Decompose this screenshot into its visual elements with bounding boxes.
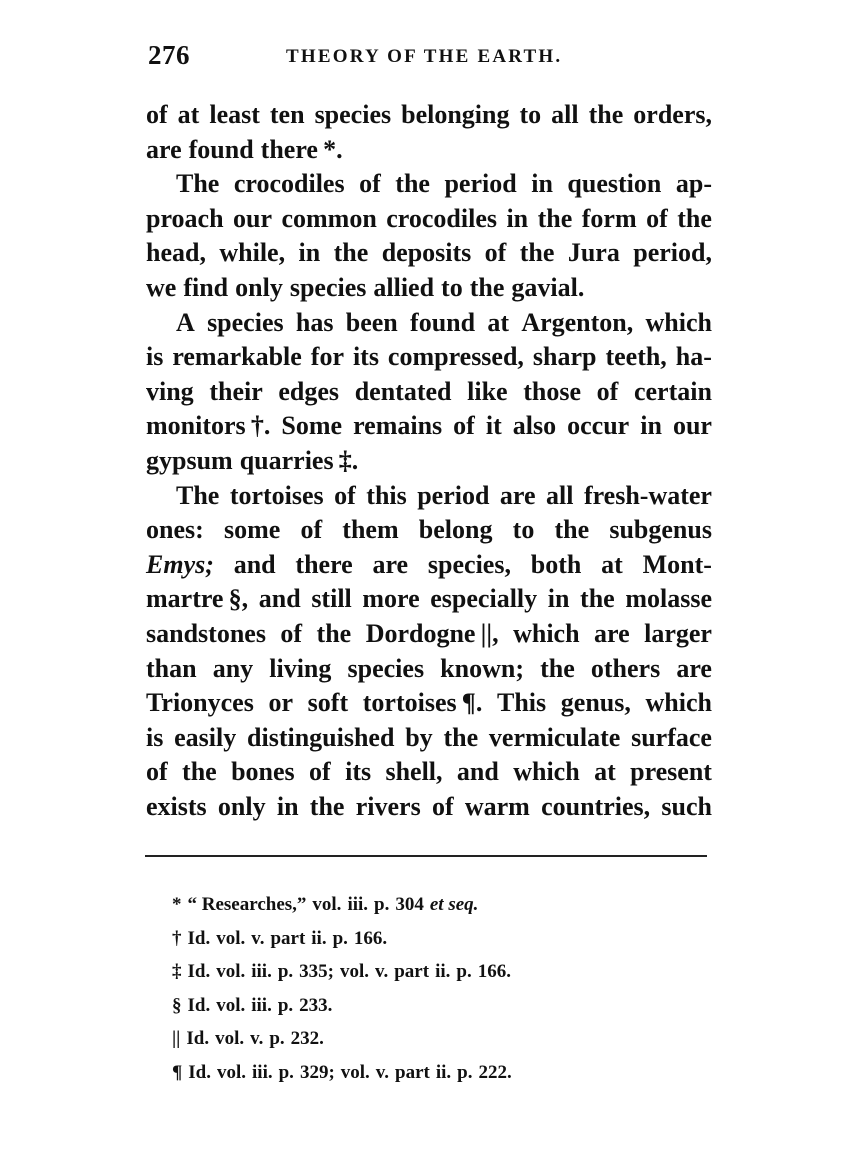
word: the [540,653,575,683]
footnote-marker: † [172,927,182,949]
text-line [146,271,712,306]
word: are [594,618,630,648]
word: crocodiles [386,203,497,233]
word: been [345,307,398,337]
word: surface [631,722,712,752]
word: its [352,342,379,372]
word: the [395,169,430,199]
footnote-marker: ¶ [172,1061,183,1083]
footnote-text: Id. [187,927,211,949]
footnote-text: p. [456,961,472,982]
word: dentated [354,376,452,406]
word: monitors †. [146,411,271,441]
word: the [677,203,712,233]
word: subgenus [609,515,712,545]
word: deposits [381,238,472,268]
word: are [676,653,712,683]
text-line [146,548,712,583]
word: any [212,653,254,683]
word: in [547,584,570,614]
footnote-text: p. [457,1061,473,1083]
word: compressed, [387,342,524,372]
text-line [146,582,712,617]
footnote-text: iii. [251,961,272,982]
word: gypsum [146,445,233,475]
word: period [417,480,490,510]
text-line [146,755,712,790]
word: Jura [567,238,620,268]
word: which [513,618,580,648]
footnote-text: iii. [347,894,369,915]
word: our [233,203,272,233]
word: found [188,134,254,164]
word: remarkable [172,342,302,372]
word: all [551,100,579,129]
word: the [333,238,369,268]
text-line [146,479,712,514]
word: belong [418,515,493,545]
word: at [594,757,616,787]
word: the [469,272,505,302]
word: rivers [355,791,421,821]
footnote-marker: || [172,1028,181,1049]
word: them [342,515,399,545]
word: easily [174,722,237,752]
footnote-text: vol. [216,994,246,1016]
word: at [177,100,200,129]
footnote-text: p. [269,1028,285,1049]
word: of [646,203,668,233]
footnote-text: vol. [340,1061,370,1083]
word: all [546,480,574,510]
footnote-text: 329; [299,1061,335,1083]
text-line [146,721,712,756]
word: of [596,376,619,406]
word: vermiculate [488,722,621,752]
word: of [453,411,475,441]
word: soft [307,688,349,718]
footnote-text: 222. [478,1061,512,1083]
word: species [289,272,367,302]
word: only [217,791,266,821]
word: both [530,549,582,579]
word: larger [644,618,712,648]
word: for [310,342,344,372]
word: such [661,791,712,821]
text-line [146,202,712,237]
word: present [630,757,712,787]
word: remains [353,411,443,441]
word: species [347,653,425,683]
page-number: 276 [148,40,190,70]
footnote [172,922,692,956]
word: found [410,307,476,337]
word: which [645,307,712,337]
word: the [588,100,624,129]
word: their [209,376,263,406]
text-line [146,444,712,479]
word: period [444,169,517,199]
word: this [366,480,407,510]
word: while, [219,238,286,268]
word: belonging [401,100,510,129]
word: ha- [675,342,712,372]
footnote-text: v. [250,1028,264,1049]
word: form [581,203,637,233]
word: is [146,722,164,752]
text-line [146,340,712,375]
word: of [334,480,356,510]
footnote-marker: § [172,994,182,1016]
footnote-text: vol. [216,1061,247,1083]
word: allied [373,272,435,302]
word: are [499,480,536,510]
word: and [233,549,276,579]
footnote-text: ii. [311,927,327,949]
text-line [146,306,712,341]
text-line [146,167,712,202]
word: ten [269,100,305,129]
word: still [311,584,352,614]
word: head, [146,238,206,268]
footnote-text: “ Researches,” [187,894,307,915]
word: and [258,584,301,614]
word: known; [440,653,524,683]
word: shell, [385,757,443,787]
word: at [487,307,510,337]
footnote-text: v. [375,1061,389,1083]
word: sandstones [146,618,266,648]
footnote-text: p. [278,1061,294,1083]
word: The [176,169,220,199]
word: at [601,549,623,579]
text-line [146,652,712,687]
body-text [146,98,712,824]
word: molasse [625,584,712,614]
footnote-text: part [395,1061,430,1083]
word: in [531,169,553,199]
footnote-text: 166. [353,927,388,949]
word: in [640,411,662,441]
footnotes [172,888,692,1089]
word: especially [430,584,538,614]
footnote-text: p. [374,894,390,915]
footnote-text: 232. [290,1028,324,1049]
word: in [506,203,529,233]
footnote-text: 166. [477,961,511,982]
word: to [512,515,535,545]
footnote-text: ii. [435,1061,452,1083]
word: our [672,411,712,441]
footnote-text: p. [277,961,294,982]
footnote-text: Id. [187,994,211,1016]
footnote-text: ii. [435,961,451,982]
footnote [172,955,692,989]
word: of [146,757,168,787]
word: or [268,688,294,718]
footnote-text: p. [277,994,294,1016]
word: teeth, [605,342,667,372]
word: which [645,688,712,718]
word: quarries ‡. [239,445,359,475]
word: tortoises ¶. [362,688,483,718]
word: the [182,757,217,787]
footnote-text: 233. [299,994,333,1016]
word: distinguished [247,722,395,752]
word: there [295,549,353,579]
page-header [148,40,712,74]
word: Argenton, [521,307,634,337]
word: gavial. [511,272,585,302]
text-line [146,686,712,721]
word: more [362,584,420,614]
word: the [443,722,479,752]
word: only [235,272,283,302]
text-line [146,617,712,652]
footnote [172,888,692,922]
text-line [146,375,712,410]
word: it [485,411,502,441]
word: to [519,100,542,129]
word: ving [146,376,194,406]
word: edges [278,376,340,406]
word: in [276,791,299,821]
word: bones [231,757,295,787]
word: ones: [146,515,204,545]
word: than [146,653,197,683]
footnote-text: part [270,927,306,949]
word: we [146,272,177,302]
word: by [405,722,433,752]
footnote-text: 304 [395,894,424,915]
footnote-text: Id. [187,961,211,982]
footnote-text: v. [251,927,265,949]
word: crocodiles [233,169,345,199]
word: of [309,757,331,787]
word: of [146,100,168,129]
word: also [512,411,557,441]
text-line [146,133,712,168]
word: sharp [532,342,597,372]
footnote-text: vol. [312,894,342,915]
word: ap- [675,169,712,199]
running-head: THEORY OF THE EARTH. [286,46,563,67]
word: martre §, [146,584,249,614]
text-line [146,513,712,548]
footnote-rule [145,855,707,857]
footnote-text: vol. [216,927,246,949]
word: are [372,549,409,579]
word: Trionyces [146,688,254,718]
word: others [590,653,661,683]
word: which [513,757,580,787]
word: orders, [633,100,712,129]
word: Mont- [642,549,712,579]
word: the [537,203,573,233]
word: countries, [541,791,651,821]
word: in [298,238,321,268]
word: of [280,618,303,648]
word: fresh-water [583,480,712,510]
footnote [172,1056,692,1090]
footnote-text: vol. [215,1028,245,1049]
word: the [519,238,555,268]
word: living [269,653,332,683]
word: of [431,791,454,821]
word: of [300,515,323,545]
word: The [176,480,220,510]
word: of [484,238,507,268]
word: the [580,584,615,614]
footnote-text: part [394,961,430,982]
footnote-text: Id. [186,1028,210,1049]
footnote-text: Id. [188,1061,211,1083]
footnote-text: v. [375,961,389,982]
word: species [207,307,284,337]
word: the [309,791,345,821]
word: tortoises [229,480,324,510]
word: has [295,307,334,337]
word: the [554,515,590,545]
footnote-text: p. [332,927,348,949]
text-line [146,98,712,133]
word: least [209,100,260,129]
word: Emys; [146,549,214,579]
word: species [314,100,392,129]
footnote-text: iii. [251,994,272,1016]
word: some [223,515,281,545]
word: period, [633,238,712,268]
footnote-marker: * [172,894,182,915]
footnote-text: vol. [340,961,370,982]
word: find [183,272,229,302]
word: genus, [560,688,631,718]
word: are [146,134,182,164]
word: occur [567,411,630,441]
word: is [146,342,164,372]
word: proach [146,203,224,233]
text-line [146,236,712,271]
footnote-text: vol. [216,961,246,982]
word: the [316,618,352,648]
word: and [456,757,499,787]
footnote-marker: ‡ [172,961,182,982]
word: there *. [260,134,343,164]
word: This [497,688,547,718]
word: A [176,307,195,337]
footnote [172,1022,692,1056]
word: those [523,376,581,406]
word: like [467,376,508,406]
word: exists [146,791,207,821]
word: to [441,272,463,302]
word: species, [427,549,511,579]
word: question [567,169,662,199]
footnote-text: iii. [252,1061,273,1083]
word: its [345,757,372,787]
word: certain [633,376,712,406]
footnote [172,989,692,1023]
word: of [359,169,381,199]
text-line [146,790,712,825]
word: Dordogne ||, [365,618,499,648]
footnote-text: 335; [299,961,334,982]
word: common [281,203,377,233]
footnote-text: et seq. [429,894,479,915]
text-line [146,409,712,444]
word: Some [281,411,343,441]
word: warm [464,791,530,821]
